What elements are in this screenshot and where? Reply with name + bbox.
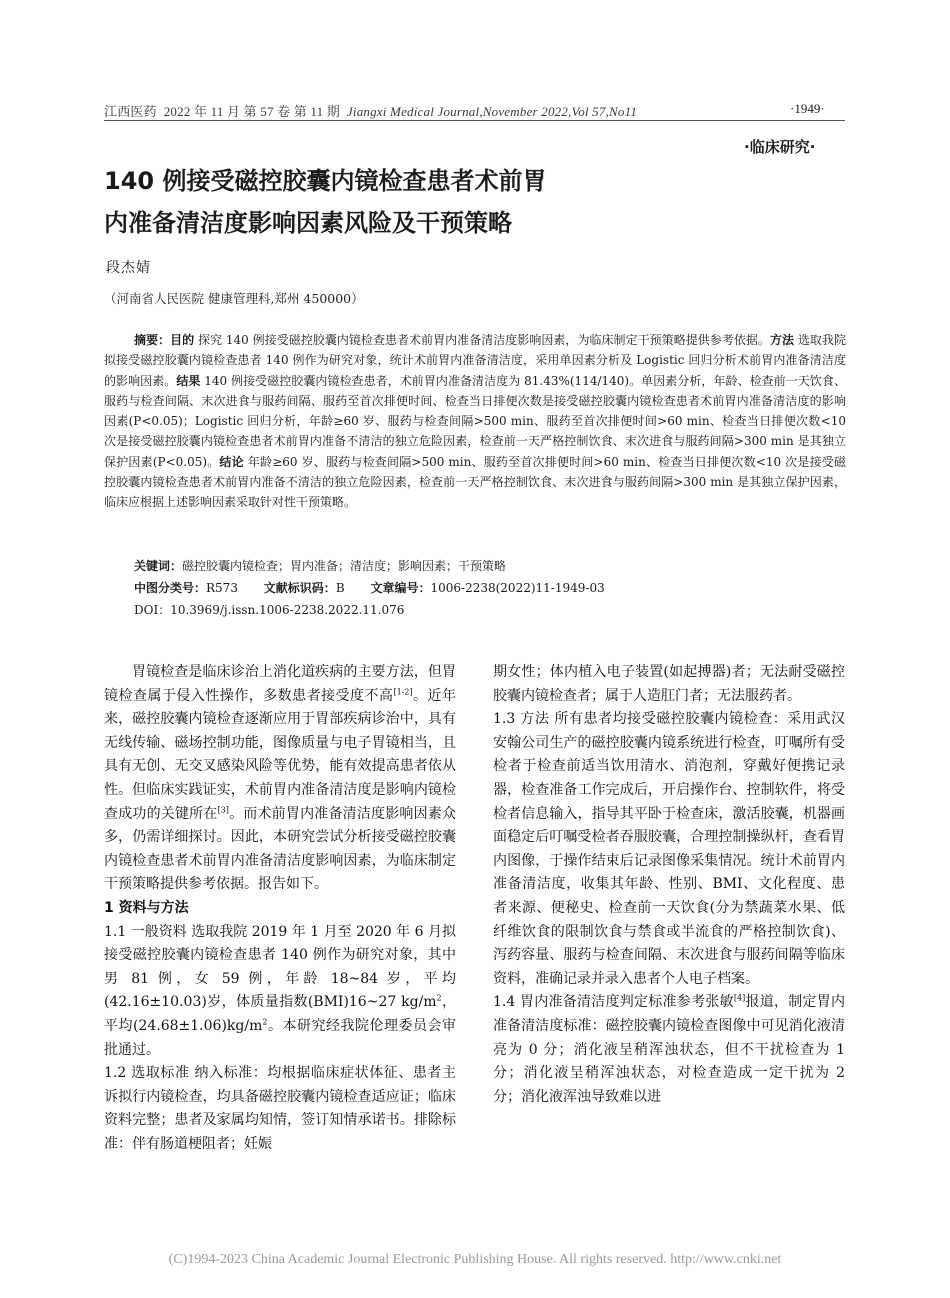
- author-affiliation: （河南省人民医院 健康管理科,郑州 450000）: [104, 291, 364, 306]
- results-label: 结果: [176, 373, 201, 388]
- conclusion-label: 结论: [219, 454, 244, 469]
- objective-label: 目的: [170, 333, 195, 347]
- intro-text-2: 。近年来，磁控胶囊内镜检查逐渐应用于胃部疾病诊治中，具有无线传输、磁场控制功能，图像质量与电子胃镜相当，且具有无创、无交叉感染风险等优势，能有效提高患者依从性。但临床实践证实，术前胃内准备清洁度是影响内镜检查成功的关键所在: [104, 687, 457, 822]
- general-info-text-2: ，平均(24.68±1.06)kg/m: [104, 994, 457, 1034]
- exclusion-continued: 期女性；体内植入电子装置(如起搏器)者；无法耐受磁控胶囊内镜检查者；属于人造肛门者；无法服药者。: [493, 664, 845, 704]
- citation-4: [4]: [733, 993, 746, 1003]
- keywords-line: [134, 556, 506, 576]
- conclusion-text: 年龄≥60 岁、服药与检查间隔>500 min、服药至首次排便时间>60 min、检查当日排便次数<10 次是接受磁控胶囊内镜检查患者术前胃内准备不清洁的独立危险因素，检查前一天严格控制饮食、末次进食与服药间隔>300 min 是其独立保护因素，临床应根据上述影响因素采取针对性干预策略。: [104, 454, 846, 510]
- page-number: ·1949·: [790, 101, 825, 116]
- running-header: [104, 101, 637, 120]
- criteria-text-2: 报道，制定胃内准备清洁度标准：磁控胶囊内镜检查图像中可见消化液清亮为 0 分；消化液呈稍浑浊状态，但不干扰检查为 1 分；消化液呈稍浑浊状态，对检查造成一定干扰为 2 分；消化液浑浊导致难以进: [493, 994, 846, 1105]
- body-column-left: [104, 661, 456, 1156]
- classification-line: [134, 578, 605, 598]
- issue-info-cn: 2022 年 11 月 第 57 卷 第 11 期: [163, 104, 341, 119]
- intro-paragraph: [104, 661, 456, 897]
- section-1-3: 1.3 方法 所有患者均接受磁控胶囊内镜检查：采用武汉安翰公司生产的磁控胶囊内镜系统进行检查，叮嘱所有受检者于检查前适当饮用清水、消泡剂，穿戴好便携记录器，检查准备工作完成后，开启操作台、控制软件，将受检者信息输入，指导其平卧于检查床，激活胶囊，机器画面稳定后叮嘱受检者吞服胶囊，合理控制操纵杆，查看胃内图像，于操作结束后记录图像采集情况。统计术前胃内准备清洁度，收集其年龄、性别、BMI、文化程度、患者来源、便秘史、检查前一天饮食(分为禁蔬菜水果、低纤维饮食的限制饮食与禁食或半流食的严格控制饮食)、泻药容量、服药与检查间隔、末次进食与服药间隔等临床资料，准确记录并录入患者个人电子档案。: [493, 711, 845, 987]
- copyright-footer: (C)1994-2023 China Academic Journal Electronic Publishing House. All rights reserved. http://www.cnki.net: [168, 1252, 782, 1267]
- section-1-1: [104, 921, 456, 1063]
- objective-text: 探究 140 例接受磁控胶囊内镜检查患者术前胃内准备清洁度影响因素，为临床制定干预策略提供参考依据。: [194, 333, 770, 347]
- section-heading-1: 1 资料与方法: [104, 899, 189, 916]
- methods-text: 选取我院拟接受磁控胶囊内镜检查患者 140 例作为研究对象，统计术前胃内准备清洁度，采用单因素分析及 Logistic 回归分析术前胃内准备清洁度的影响因素。: [104, 333, 846, 388]
- results-text: 140 例接受磁控胶囊内镜检查患者，术前胃内准备清洁度为 81.43%(114/140)。单因素分析，年龄、检查前一天饮食、服药与检查间隔、末次进食与服药间隔、服药至首次排便时间、检查当日排便次数是接受磁控胶囊内镜检查患者术前胃内准备清洁度的影响因素(P<0.05)；Logistic 回归分析，年龄≥60 岁、服药与检查间隔>500 min、服药至首次排便时间>60 min、检查当日排便次数<10 次是接受磁控胶囊内镜检查患者术前胃内准备不清洁的独立危险因素，检查前一天严格控制饮食、末次进食与服药间隔>300 min 是其独立保护因素(P<0.05)。: [104, 373, 846, 469]
- section-tag: ·临床研究·: [744, 138, 816, 156]
- criteria-text-1: 1.4 胃内准备清洁度判定标准参考张敏: [493, 994, 734, 1011]
- title-line-2: 内准备清洁度影响因素风险及干预策略: [104, 209, 512, 237]
- clc-label: 中图分类号：: [134, 581, 207, 595]
- clc-value: R573: [206, 581, 238, 595]
- doc-code-value: B: [335, 581, 345, 595]
- keywords-label: 关键词：: [134, 559, 183, 573]
- citation-3: [3]: [217, 804, 229, 814]
- abstract-label: 摘要：: [134, 333, 171, 347]
- citation-1-2: [1-2]: [393, 686, 413, 696]
- intro-text-1: 胃镜检查是临床诊治上消化道疾病的主要方法，但胃镜检查属于侵入性操作，多数患者接受度不高: [104, 664, 456, 704]
- abstract: [104, 330, 846, 513]
- methods-label: 方法: [769, 333, 795, 347]
- header-divider: [104, 120, 845, 121]
- journal-name-en: Jiangxi Medical Journal,November 2022,Vol 57,No11: [346, 104, 638, 119]
- intro-text-3: 。而术前胃内准备清洁度影响因素众多，仍需详细探讨。因此，本研究尝试分析接受磁控胶囊内镜检查患者术前胃内准备清洁度影响因素，为临床制定干预策略提供参考依据。报告如下。: [104, 805, 457, 893]
- doi-line: DOI：10.3969/j.issn.1006-2238.2022.11.076: [134, 603, 405, 617]
- general-info-text-1: 1.1 一般资料 选取我院 2019 年 1 月至 2020 年 6 月拟接受磁控胶囊内镜检查患者 140 例作为研究对象，其中男 81 例，女 59 例，年龄 18~84 岁，平均(42.16±10.03)岁，体质量指数(BMI)16~27 kg/m: [104, 923, 456, 1011]
- article-title: [104, 160, 764, 244]
- general-info-text-3: 。本研究经我院伦理委员会审批通过。: [104, 1017, 457, 1058]
- doc-code-label: 文献标识码：: [263, 581, 336, 595]
- journal-name-cn: 江西医药: [104, 104, 157, 119]
- article-number-label: 文章编号：: [370, 581, 431, 595]
- abstract-text: [104, 330, 846, 513]
- title-line-1: 140 例接受磁控胶囊内镜检查患者术前胃: [104, 167, 547, 195]
- body-column-right: [493, 661, 845, 1109]
- author-name: 段杰婧: [106, 260, 151, 276]
- article-number-value: 1006-2238(2022)11-1949-03: [430, 581, 605, 595]
- section-1-2: 1.2 选取标准 纳入标准：均根据临床症状体征、患者主诉拟行内镜检查，均具备磁控胶囊内镜检查适应证；临床资料完整；患者及家属均知情，签订知情承诺书。排除标准：伴有肠道梗阻者；妊娠: [104, 1065, 456, 1152]
- section-1-4: [493, 991, 845, 1109]
- keywords-value: 磁控胶囊内镜检查；胃内准备；清洁度；影响因素；干预策略: [182, 559, 507, 573]
- superscript-2b: 2: [262, 1017, 268, 1027]
- superscript-2a: 2: [436, 993, 442, 1003]
